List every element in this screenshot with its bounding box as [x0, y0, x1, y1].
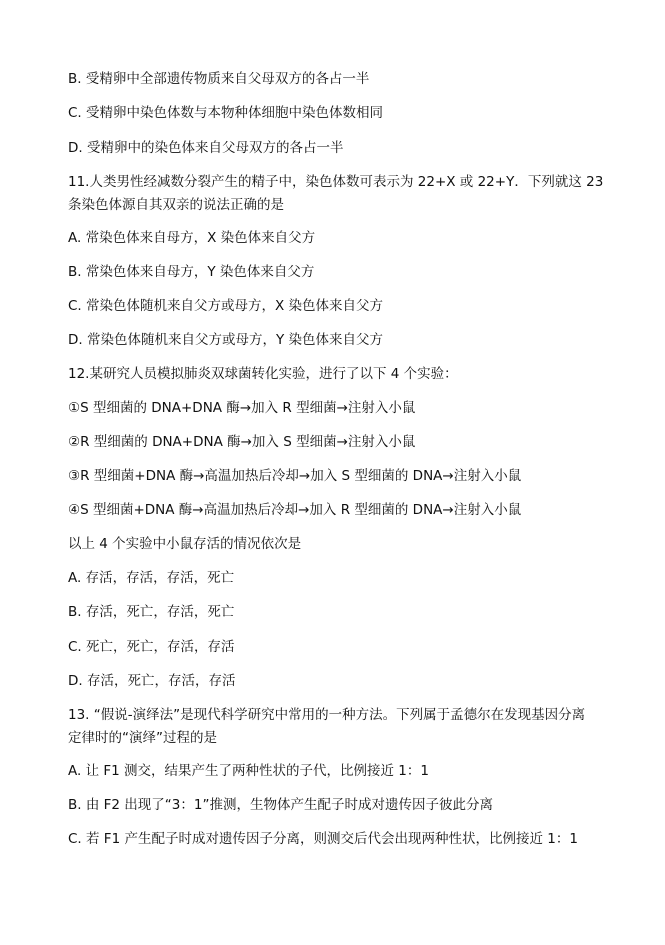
- q13-stem-line2: 定律时的“演绎”过程的是: [68, 730, 217, 746]
- q12-experiment-1: ①S 型细菌的 DNA+DNA 酶→加入 R 型细菌→注射入小鼠: [68, 400, 416, 416]
- q10-option-c: C. 受精卵中染色体数与本物种体细胞中染色体数相同: [68, 105, 384, 121]
- q11-option-d: D. 常染色体随机来自父方或母方，Y 染色体来自父方: [68, 332, 384, 348]
- q11-stem-line2: 条染色体源自其双亲的说法正确的是: [68, 197, 284, 213]
- q13-option-c: C. 若 F1 产生配子时成对遗传因子分离，则测交后代会出现两种性状，比例接近 1：1: [68, 831, 578, 847]
- q12-experiment-4: ④S 型细菌+DNA 酶→高温加热后冷却→加入 R 型细菌的 DNA→注射入小鼠: [68, 502, 522, 518]
- q12-option-d: D. 存活，死亡，存活，存活: [68, 673, 236, 689]
- q11-stem-line1: 11.人类男性经减数分裂产生的精子中，染色体数可表示为 22+X 或 22+Y．下列就这 23: [68, 174, 604, 190]
- q12-option-a: A. 存活，存活，存活，死亡: [68, 570, 235, 586]
- q11-option-a: A. 常染色体来自母方，X 染色体来自父方: [68, 230, 316, 246]
- q12-experiment-3: ③R 型细菌+DNA 酶→高温加热后冷却→加入 S 型细菌的 DNA→注射入小鼠: [68, 468, 522, 484]
- q12-question: 以上 4 个实验中小鼠存活的情况依次是: [68, 536, 302, 552]
- q10-option-d: D. 受精卵中的染色体来自父母双方的各占一半: [68, 140, 344, 156]
- q10-option-b: B. 受精卵中全部遗传物质来自父母双方的各占一半: [68, 71, 370, 87]
- q13-option-b: B. 由 F2 出现了“3：1”推测，生物体产生配子时成对遗传因子彼此分离: [68, 797, 493, 813]
- q11-option-c: C. 常染色体随机来自父方或母方，X 染色体来自父方: [68, 298, 384, 314]
- q12-stem: 12.某研究人员模拟肺炎双球菌转化实验，进行了以下 4 个实验：: [68, 366, 458, 382]
- q13-option-a: A. 让 F1 测交，结果产生了两种性状的子代，比例接近 1：1: [68, 763, 429, 779]
- q11-option-b: B. 常染色体来自母方，Y 染色体来自父方: [68, 264, 315, 280]
- q12-option-c: C. 死亡，死亡，存活，存活: [68, 639, 235, 655]
- q12-experiment-2: ②R 型细菌的 DNA+DNA 酶→加入 S 型细菌→注射入小鼠: [68, 434, 416, 450]
- q12-option-b: B. 存活，死亡，存活，死亡: [68, 604, 235, 620]
- q13-stem-line1: 13. “假说-演绎法”是现代科学研究中常用的一种方法。下列属于孟德尔在发现基因分离: [68, 707, 586, 723]
